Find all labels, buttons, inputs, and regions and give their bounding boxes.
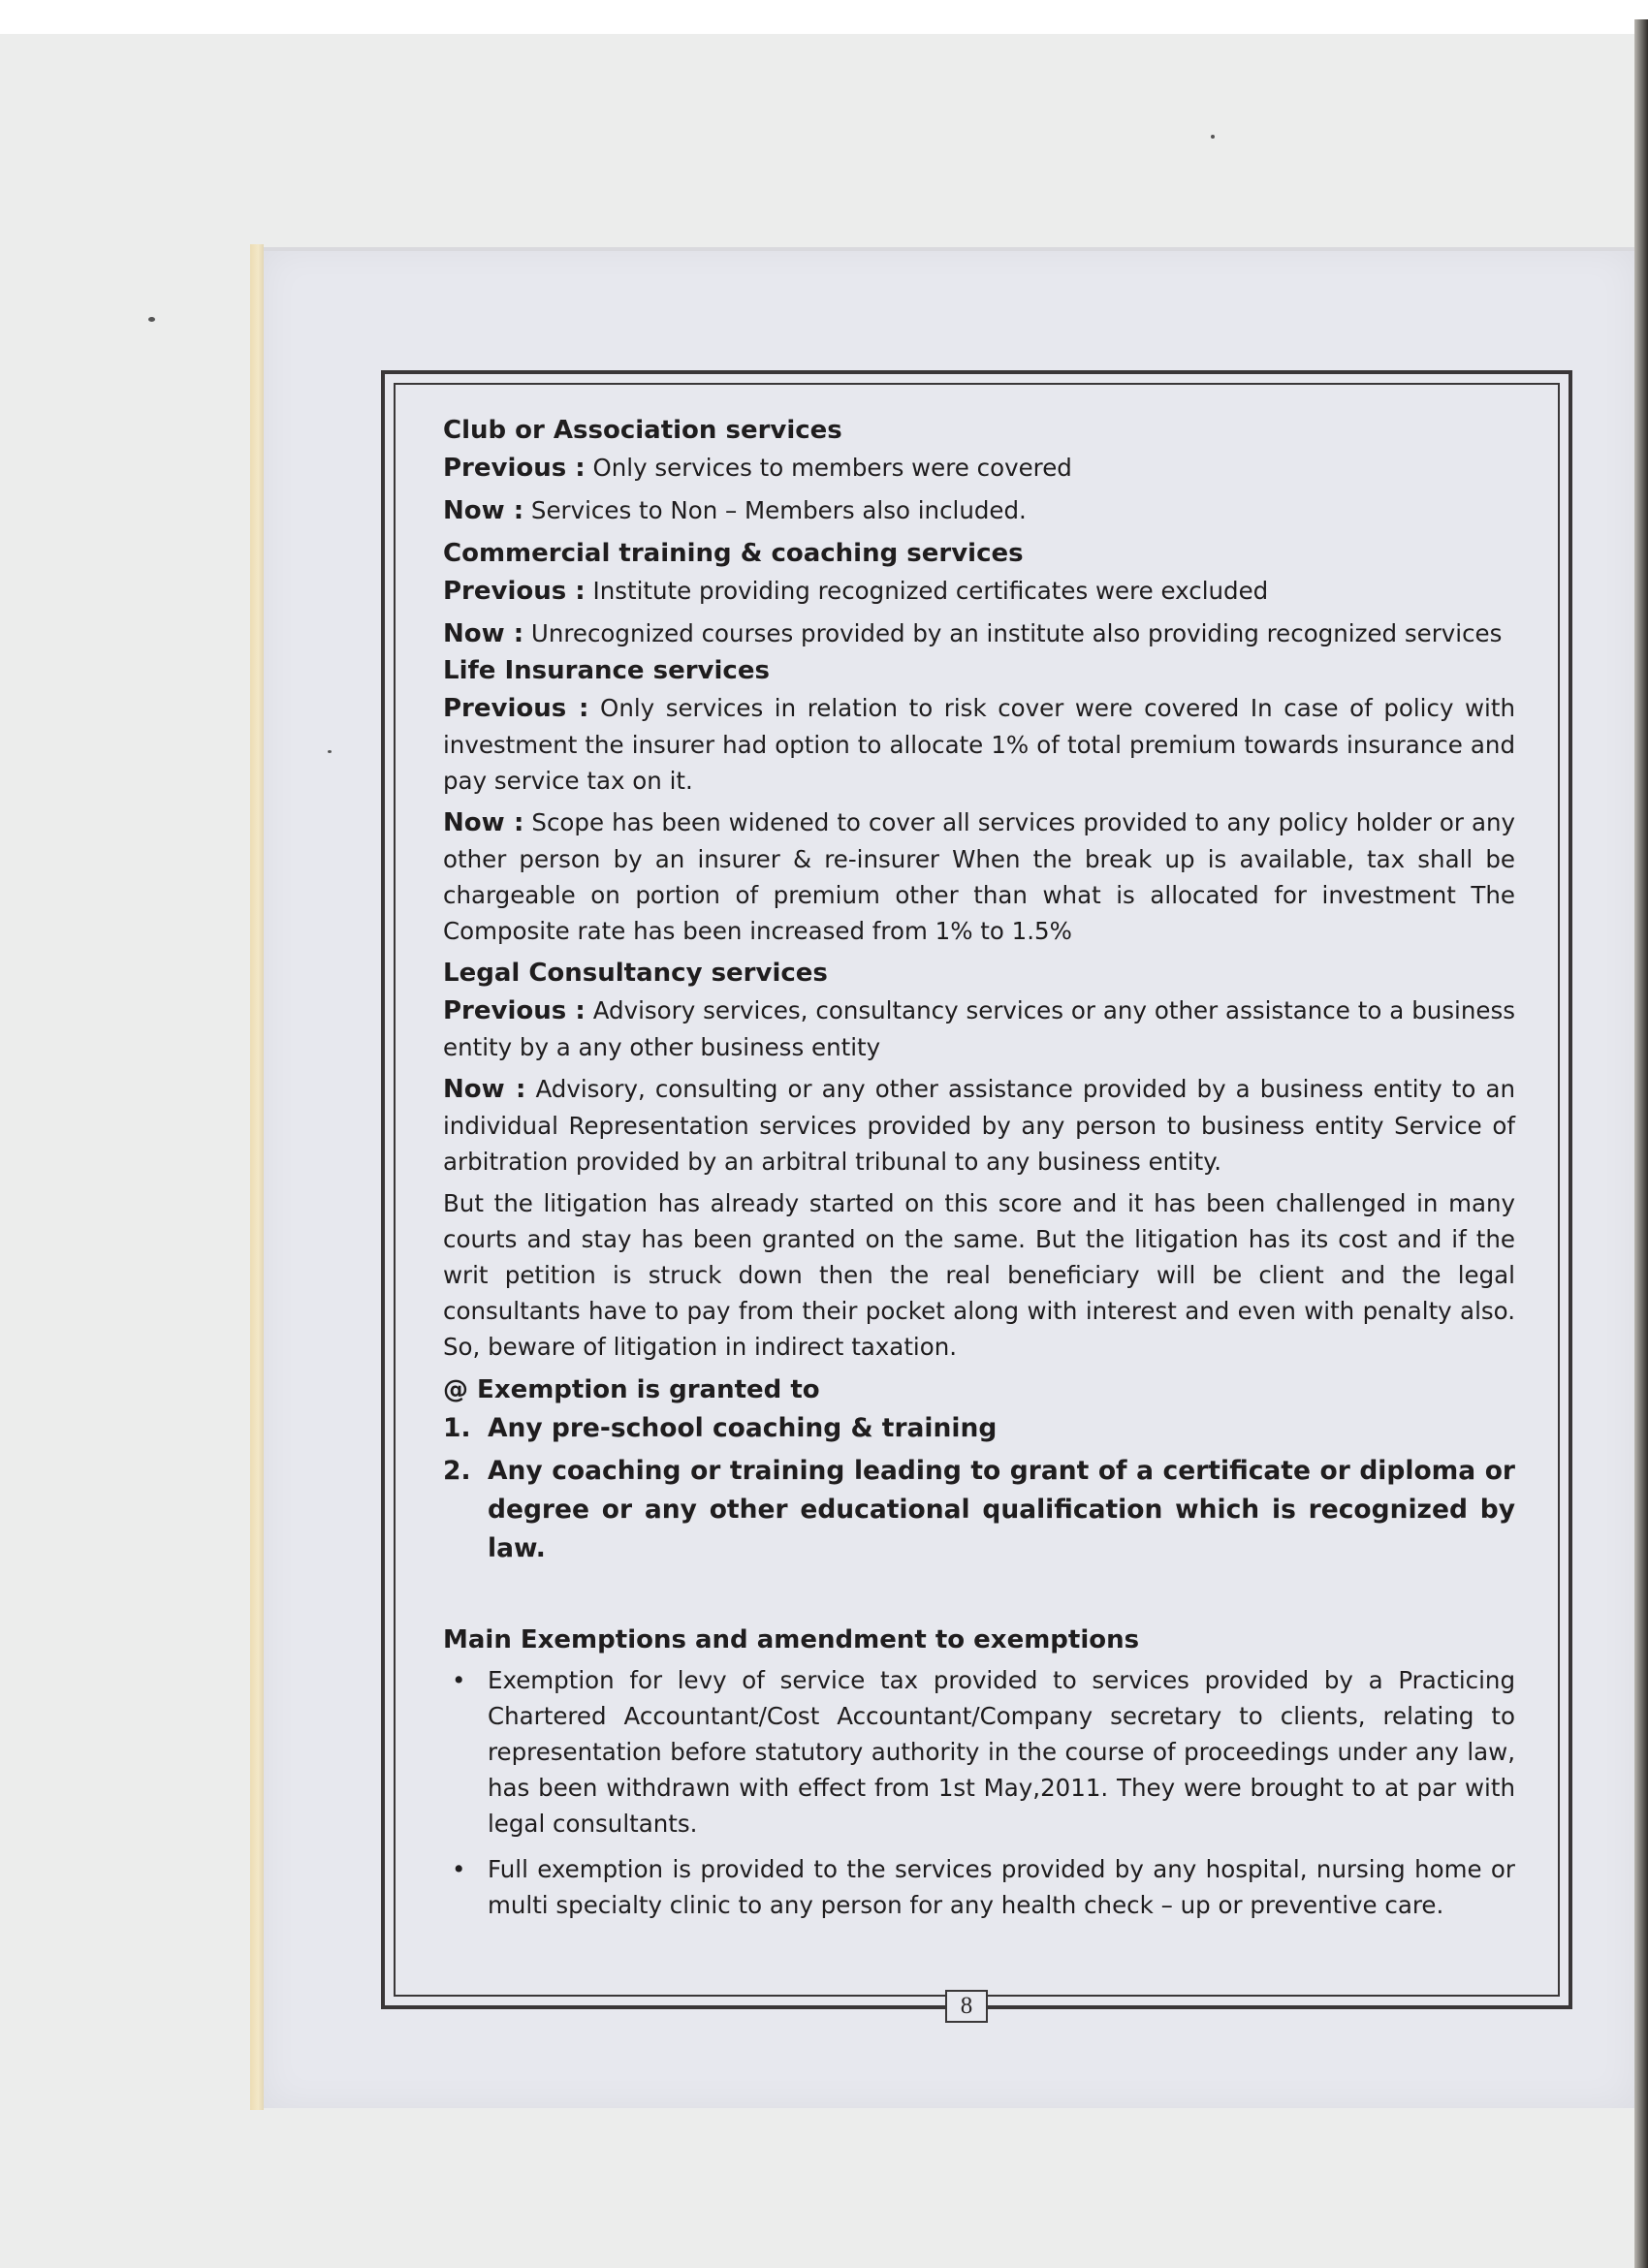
exemption-item-number: 1. <box>443 1413 471 1443</box>
page-content <box>443 412 1515 1933</box>
exemption-item <box>443 1452 1515 1568</box>
previous-text: Only services in relation to risk cover were covered In case of policy with investment the insurer had option to allocate 1% of total premium towards insurance and pay service tax on it. <box>443 694 1515 795</box>
previous-label: Previous : <box>443 577 586 606</box>
previous-text: Only services to members were covered <box>592 454 1072 482</box>
main-exemptions-heading: Main Exemptions and amendment to exemptions <box>443 1625 1140 1654</box>
section-legal-consultancy <box>443 955 1515 1180</box>
exemption-item <box>443 1409 1515 1448</box>
main-exemption-item <box>443 1662 1515 1842</box>
main-exemptions-block <box>443 1622 1515 1923</box>
now-text: Advisory, consulting or any other assistance provided by a business entity to an individual Representation services provided by any person to business entity Service of arbitration provided by an arbitral tribunal to any business entity. <box>443 1075 1515 1176</box>
bullet-icon: • <box>452 1855 466 1883</box>
main-exemption-item <box>443 1851 1515 1923</box>
now-label: Now : <box>443 619 524 648</box>
litigation-paragraph: But the litigation has already started on this score and it has been challenged in many courts and stay has been granted on the same. But the litigation has its cost and if the writ petition is struck down then the real beneficiary will be client and the legal consultants have to pay from their pocket along with interest and even with penalty also. So, beware of litigation in indirect taxation. <box>443 1189 1515 1361</box>
main-exemptions-list <box>443 1662 1515 1923</box>
previous-label: Previous : <box>443 454 586 483</box>
booklet-page-edge <box>250 244 264 2110</box>
bullet-icon: • <box>452 1666 466 1694</box>
previous-text: Institute providing recognized certificates were excluded <box>592 577 1269 605</box>
section-heading: Legal Consultancy services <box>443 959 828 988</box>
main-exemption-text: Full exemption is provided to the services provided by any hospital, nursing home or multi specialty clinic to any person for any health check – up or preventive care. <box>488 1855 1515 1919</box>
section-heading: Club or Association services <box>443 416 842 445</box>
section-life-insurance <box>443 652 1515 949</box>
book-spine-edge <box>1634 19 1648 2268</box>
now-label: Now : <box>443 1075 526 1104</box>
now-label: Now : <box>443 808 524 837</box>
scan-speck <box>1211 135 1215 139</box>
now-label: Now : <box>443 496 524 525</box>
section-commercial-training <box>443 535 1515 652</box>
main-exemption-text: Exemption for levy of service tax provided to services provided by a Practicing Chartered Accountant/Cost Accountant/Company secretary to clients, relating to representation before statutory authority in the course of proceedings under any law, has been withdrawn with effect from 1st May,2011. They were brought to at par with legal consultants. <box>488 1666 1515 1838</box>
previous-label: Previous : <box>443 694 589 723</box>
exemption-list <box>443 1409 1515 1568</box>
page-number: 8 <box>945 1990 988 2023</box>
scan-speck <box>148 317 155 322</box>
now-text: Scope has been widened to cover all services provided to any policy holder or any other person by an insurer & re-insurer When the break up is available, tax shall be chargeable on portion of premium other than what is allocated for investment The Composite rate has been increased from 1% to 1.5% <box>443 808 1515 945</box>
section-club-association <box>443 412 1515 529</box>
exemption-item-number: 2. <box>443 1456 471 1486</box>
previous-text: Advisory services, consultancy services or any other assistance to a business entity by a any other business entity <box>443 996 1515 1061</box>
exemption-item-text: Any coaching or training leading to grant of a certificate or diploma or degree or any other educational qualification which is recognized by law. <box>488 1456 1515 1563</box>
now-text: Unrecognized courses provided by an institute also providing recognized services <box>530 619 1503 647</box>
exemption-item-text: Any pre-school coaching & training <box>488 1413 998 1443</box>
scan-background-top <box>0 0 1648 34</box>
scan-speck <box>328 750 332 753</box>
exemption-block <box>443 1370 1515 1568</box>
now-text: Services to Non – Members also included. <box>530 496 1027 524</box>
section-heading: Life Insurance services <box>443 656 770 685</box>
exemption-heading: @ Exemption is granted to <box>443 1375 820 1404</box>
section-heading: Commercial training & coaching services <box>443 539 1024 568</box>
previous-label: Previous : <box>443 996 586 1025</box>
